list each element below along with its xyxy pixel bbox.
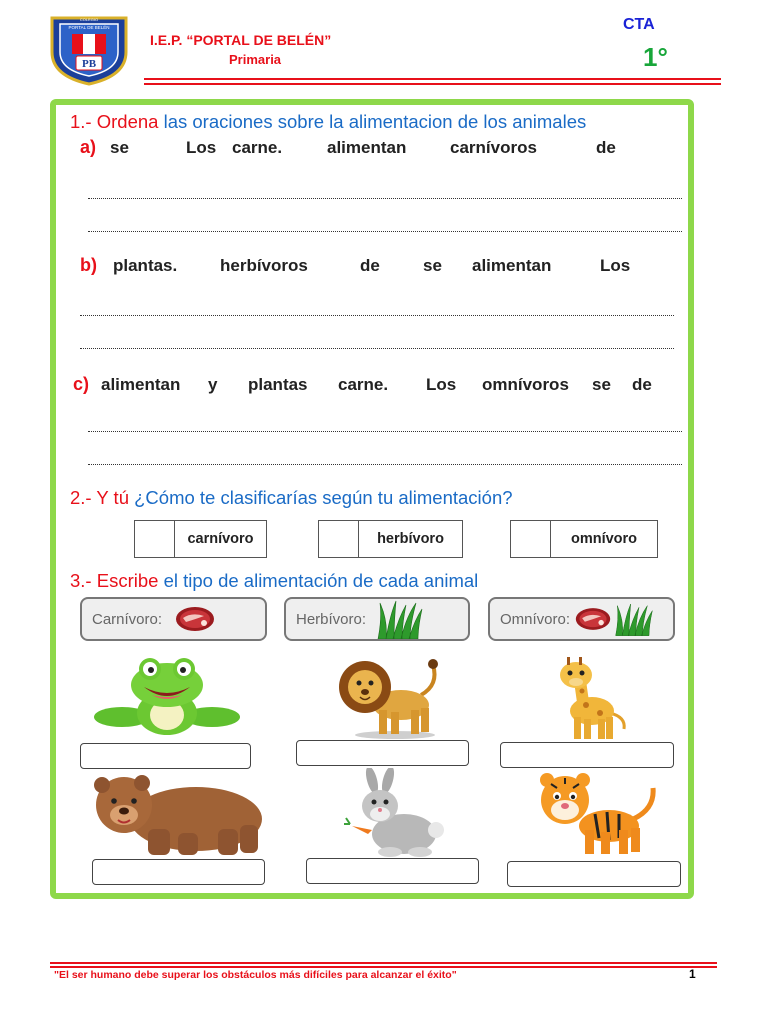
school-level: Primaria (229, 52, 282, 67)
header-divider-top (144, 78, 721, 80)
item-c-letter: c) (73, 374, 90, 394)
giraffe-image (552, 655, 634, 741)
footer-divider-top (50, 962, 717, 964)
question-3-title: 3.- Escribe el tipo de alimentación de cada animal (70, 570, 479, 591)
school-name: I.E.P. “PORTAL DE BELÉN” (150, 32, 332, 48)
grade-label: 1° (643, 42, 668, 72)
option-checkbox[interactable] (319, 521, 359, 557)
grass-icon (376, 599, 424, 639)
option-checkbox[interactable] (511, 521, 551, 557)
option-herbivoro[interactable] (318, 520, 463, 558)
logo-top-text: COLEGIO (79, 17, 99, 22)
option-label: carnívoro (187, 531, 254, 547)
animal-answer-box[interactable] (92, 859, 265, 885)
logo-letters: PB (81, 58, 97, 70)
answer-line[interactable] (88, 464, 682, 465)
animal-answer-box[interactable] (80, 743, 251, 769)
item-a-word: carnívoros (450, 138, 537, 157)
item-b-word: se (423, 256, 442, 275)
answer-line[interactable] (80, 315, 674, 316)
tiger-image (535, 770, 659, 862)
option-label: omnívoro (570, 531, 638, 547)
footer-quote: "El ser humano debe superar los obstáculos más difíciles para alcanzar el éxito" (54, 969, 457, 981)
rabbit-image (342, 768, 450, 860)
question-2-title: 2.- Y tú ¿Cómo te clasificarías según tu alimentación? (70, 487, 513, 508)
item-a-word: alimentan (327, 138, 407, 157)
question-1-title: 1.- Ordena las oraciones sobre la alimentacion de los animales (70, 111, 587, 132)
meat-icon (574, 605, 612, 633)
item-b-word: herbívoros (220, 256, 308, 275)
animal-answer-box[interactable] (500, 742, 674, 768)
item-b-word: Los (600, 256, 631, 275)
school-logo (48, 12, 130, 86)
answer-line[interactable] (88, 198, 682, 199)
item-c-word: Los (426, 375, 457, 394)
category-label: Herbívoro: (296, 610, 367, 628)
answer-line[interactable] (88, 431, 682, 432)
item-b-word: plantas. (113, 256, 178, 275)
answer-line[interactable] (88, 231, 682, 232)
page-number: 1 (689, 967, 696, 981)
item-c-word: de (632, 375, 652, 394)
animal-answer-box[interactable] (306, 858, 479, 884)
item-b-word: alimentan (472, 256, 552, 275)
category-herbivoro (284, 597, 470, 641)
logo-ring-text: PORTAL DE BELÉN (68, 25, 110, 30)
category-carnivoro (80, 597, 267, 641)
option-checkbox[interactable] (135, 521, 175, 557)
option-carnivoro[interactable] (134, 520, 267, 558)
grass-icon (614, 601, 654, 637)
item-a-letter: a) (80, 137, 97, 157)
item-c-word: omnívoros (482, 375, 569, 394)
footer-divider-bottom (50, 966, 717, 968)
item-b-word: de (360, 256, 380, 275)
subject-label: CTA (623, 16, 655, 33)
item-c-word: se (592, 375, 611, 394)
bear-image (88, 775, 264, 857)
frog-image (92, 655, 242, 737)
category-label: Omnívoro: (500, 610, 571, 628)
item-a-word: se (110, 138, 129, 157)
item-c-word: plantas (248, 375, 308, 394)
category-label: Carnívoro: (92, 610, 163, 628)
item-a-word: Los (186, 138, 217, 157)
animal-answer-box[interactable] (296, 740, 469, 766)
item-a-word: de (596, 138, 616, 157)
item-c-word: alimentan (101, 375, 181, 394)
item-c-word: y (208, 375, 218, 394)
meat-icon (174, 604, 216, 634)
header-divider-bottom (144, 83, 721, 85)
item-b-letter: b) (80, 255, 97, 275)
answer-line[interactable] (80, 348, 674, 349)
item-a-word: carne. (232, 138, 283, 157)
option-label: herbívoro (377, 531, 444, 547)
option-omnivoro[interactable] (510, 520, 658, 558)
category-omnivoro (488, 597, 675, 641)
lion-image (335, 655, 443, 741)
item-c-word: carne. (338, 375, 389, 394)
animal-answer-box[interactable] (507, 861, 681, 887)
